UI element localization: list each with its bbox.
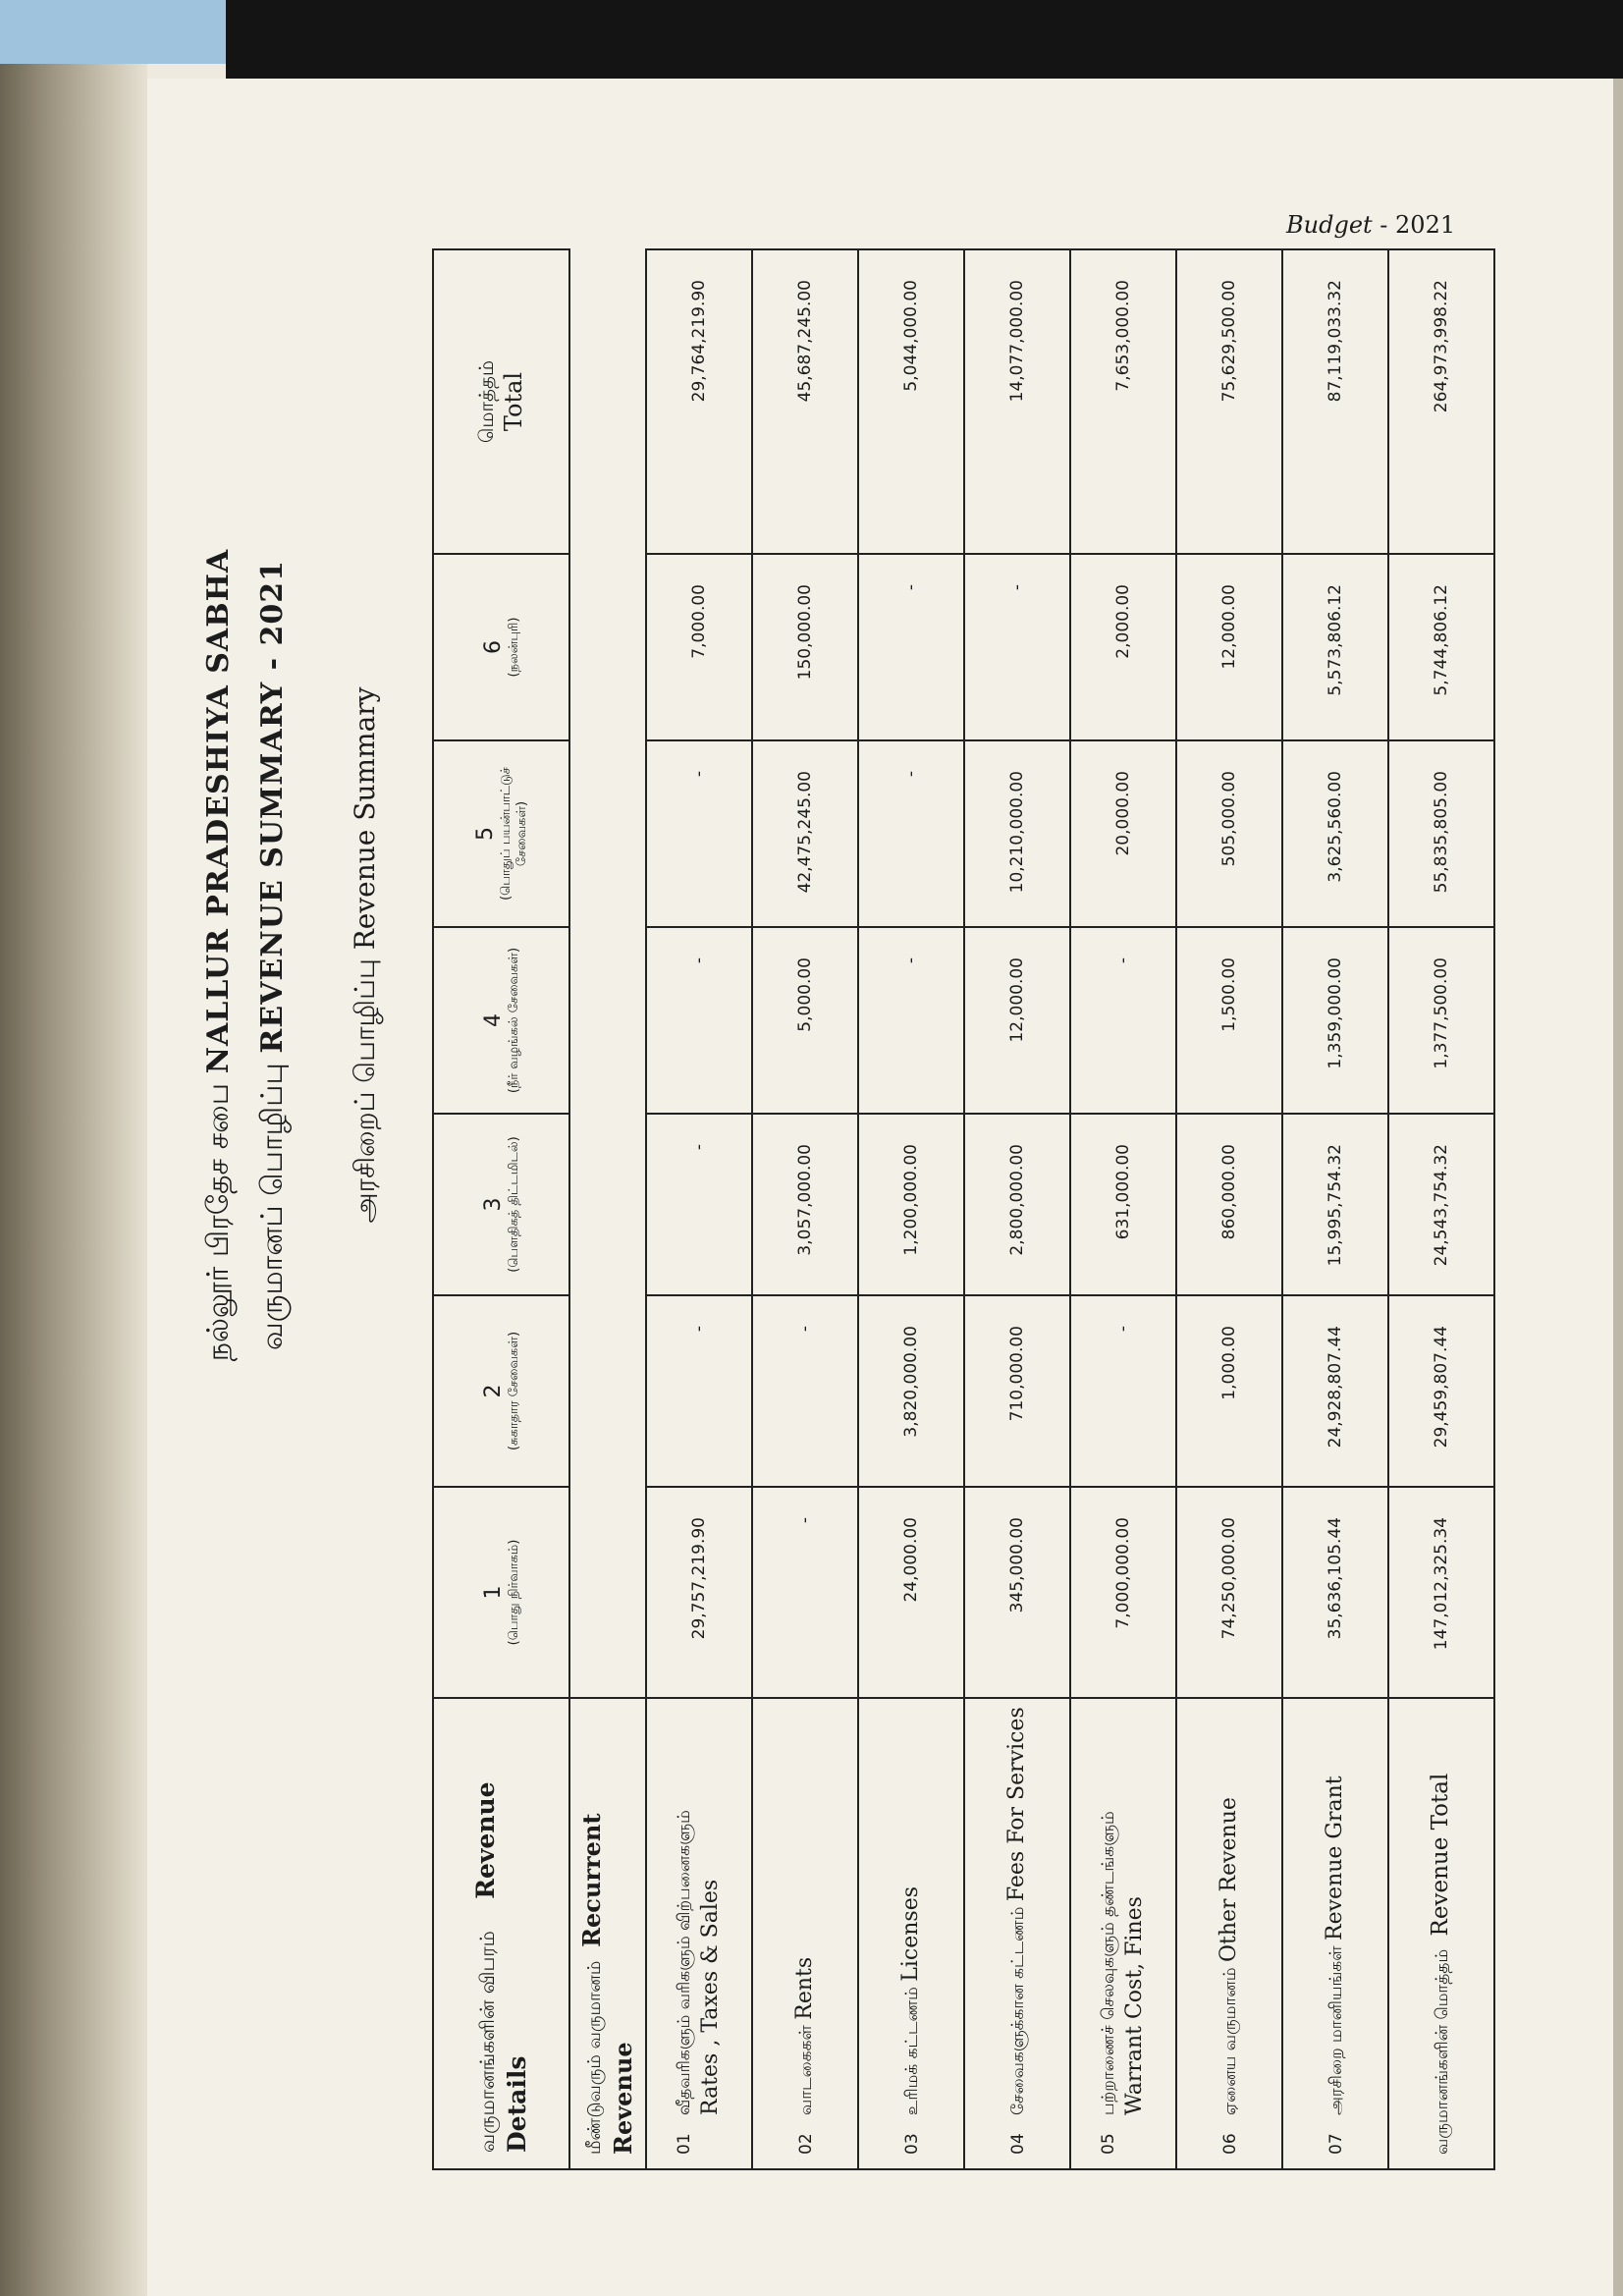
row-label-english: Warrant Cost, Fines xyxy=(1121,1896,1147,2115)
header-col-number: 3 xyxy=(480,1197,506,1212)
cell-value: - xyxy=(646,740,752,927)
header-col-number: 5 xyxy=(472,827,498,841)
table-row xyxy=(752,249,858,2169)
summary-title-english: REVENUE SUMMARY - 2021 xyxy=(255,560,290,1054)
table-title xyxy=(349,196,385,1714)
row-description xyxy=(1176,1698,1282,2169)
cell-value: 2,000.00 xyxy=(1070,554,1176,740)
cell-value: 1,200,000.00 xyxy=(858,1114,964,1295)
cell-value: - xyxy=(1070,927,1176,1114)
cell-total: 29,764,219.90 xyxy=(646,249,752,554)
revenue-summary-table xyxy=(432,248,1495,2170)
budget-year-label xyxy=(1286,211,1455,239)
budget-year: - 2021 xyxy=(1372,211,1456,239)
cell-value: 74,250,000.00 xyxy=(1176,1487,1282,1698)
cell-value: - xyxy=(646,927,752,1114)
scan-right-edge xyxy=(1613,79,1623,2296)
section-label-tamil: மீண்டுவரும் வருமானம் xyxy=(583,1960,605,2155)
header-col-label: (நீர் வழங்கல் சேவைகள்) xyxy=(507,947,522,1094)
row-label-tamil: பற்றாணைச் செலவுகளும் தண்டங்களும் xyxy=(1098,1811,1118,2115)
header-total xyxy=(433,249,569,554)
total-cell-value: 24,543,754.32 xyxy=(1388,1114,1494,1295)
cell-value: - xyxy=(858,927,964,1114)
cell-value: 1,359,000.00 xyxy=(1282,927,1388,1114)
row-code: 01 xyxy=(674,2133,694,2155)
header-col-1 xyxy=(433,1487,569,1698)
cell-value: 10,210,000.00 xyxy=(964,740,1070,927)
cell-value: - xyxy=(646,1295,752,1487)
header-col-number: 4 xyxy=(480,1013,506,1027)
cell-value: 1,000.00 xyxy=(1176,1295,1282,1487)
row-label-tamil: உரிமக் கட்டணம் xyxy=(902,1987,923,2115)
document-headings xyxy=(201,196,437,1714)
cell-value: 3,057,000.00 xyxy=(752,1114,858,1295)
header-col-label: (சுகாதார சேவைகள்) xyxy=(507,1331,522,1451)
cell-value: 15,995,754.32 xyxy=(1282,1114,1388,1295)
summary-title xyxy=(255,196,294,1714)
cell-value: 150,000.00 xyxy=(752,554,858,740)
organization-title-english: NALLUR PRADESHIYA SABHA xyxy=(201,548,236,1074)
scan-edge-dark xyxy=(226,0,1623,79)
row-label-tamil: வீதவரிகளும் வரிகளும் விற்பனைகளும் xyxy=(674,1810,694,2115)
cell-total: 87,119,033.32 xyxy=(1282,249,1388,554)
cell-value: 505,000.00 xyxy=(1176,740,1282,927)
row-label-english: Fees For Services xyxy=(1004,1707,1030,1902)
header-col-4 xyxy=(433,927,569,1114)
cell-total: 7,653,000.00 xyxy=(1070,249,1176,554)
section-label-english: Recurrent Revenue xyxy=(576,1813,637,2155)
cell-value: 20,000.00 xyxy=(1070,740,1176,927)
cell-value: 710,000.00 xyxy=(964,1295,1070,1487)
cell-value: 5,000.00 xyxy=(752,927,858,1114)
row-description xyxy=(646,1698,752,2169)
total-cell-value: 147,012,325.34 xyxy=(1388,1487,1494,1698)
header-col-number: 2 xyxy=(480,1384,506,1398)
scan-edge-blue xyxy=(0,0,226,64)
total-row-label-english: Revenue Total xyxy=(1428,1773,1454,1937)
row-label-english: Rates , Taxes & Sales xyxy=(697,1879,723,2115)
row-label-english: Licenses xyxy=(898,1886,924,1982)
summary-title-tamil: வருமானப் பொழிப்பு xyxy=(255,1063,290,1350)
header-details-tamil: வருமானங்களின் விபரம் xyxy=(475,1931,500,2153)
header-col-label: (பொதுப் பயன்பாட்டுச் சேவைகள்) xyxy=(499,767,530,901)
table-title-english: Revenue Summary xyxy=(349,686,381,951)
cell-total: 75,629,500.00 xyxy=(1176,249,1282,554)
header-revenue-details xyxy=(433,1698,569,2169)
table-row xyxy=(858,249,964,2169)
cell-value: - xyxy=(752,1487,858,1698)
table-title-tamil: அரசிறைப் பொழிப்பு xyxy=(349,958,381,1224)
grand-total-value: 264,973,998.22 xyxy=(1388,249,1494,554)
header-col-number: 1 xyxy=(480,1585,506,1600)
cell-value: 24,000.00 xyxy=(858,1487,964,1698)
cell-value: 12,000.00 xyxy=(1176,554,1282,740)
header-col-label: (நலன்புரி) xyxy=(507,617,522,678)
header-col-number: 6 xyxy=(480,640,506,654)
table-row xyxy=(646,249,752,2169)
row-description xyxy=(858,1698,964,2169)
cell-value: 860,000.00 xyxy=(1176,1114,1282,1295)
cell-value: 1,500.00 xyxy=(1176,927,1282,1114)
cell-value: - xyxy=(858,740,964,927)
cell-value: - xyxy=(858,554,964,740)
budget-word: Budget xyxy=(1286,211,1373,239)
table-row xyxy=(1282,249,1388,2169)
row-label-tamil: வாடகைகள் xyxy=(796,2025,817,2115)
cell-value: 3,625,560.00 xyxy=(1282,740,1388,927)
row-label-english: Revenue Grant xyxy=(1323,1776,1348,1941)
row-code: 02 xyxy=(796,2133,817,2155)
cell-total: 45,687,245.00 xyxy=(752,249,858,554)
header-details-english: Revenue Details xyxy=(471,1781,531,2153)
cell-value: 3,820,000.00 xyxy=(858,1295,964,1487)
cell-value: - xyxy=(646,1114,752,1295)
header-col-6 xyxy=(433,554,569,740)
cell-value: 345,000.00 xyxy=(964,1487,1070,1698)
cell-value: - xyxy=(964,554,1070,740)
row-description xyxy=(1282,1698,1388,2169)
organization-title xyxy=(201,196,240,1714)
row-code: 05 xyxy=(1098,2133,1118,2155)
cell-value: 24,928,807.44 xyxy=(1282,1295,1388,1487)
cell-value: 12,000.00 xyxy=(964,927,1070,1114)
row-code: 06 xyxy=(1220,2133,1241,2155)
cell-value: 2,800,000.00 xyxy=(964,1114,1070,1295)
cell-total: 5,044,000.00 xyxy=(858,249,964,554)
row-label-tamil: ஏனைய வருமானம் xyxy=(1220,1967,1241,2115)
cell-value: 35,636,105.44 xyxy=(1282,1487,1388,1698)
row-description xyxy=(964,1698,1070,2169)
table-row xyxy=(1176,249,1282,2169)
cell-value: - xyxy=(1070,1295,1176,1487)
table-header-row xyxy=(433,249,569,2169)
section-row-recurrent xyxy=(569,249,646,2169)
header-total-tamil: மொத்தம் xyxy=(474,359,498,444)
row-description xyxy=(1070,1698,1176,2169)
cell-total: 14,077,000.00 xyxy=(964,249,1070,554)
total-row-label-tamil: வருமானங்களின் மொத்தம் xyxy=(1433,1948,1453,2155)
table-row xyxy=(964,249,1070,2169)
header-col-label: (பௌதிகத் திட்டமிடல்) xyxy=(507,1136,522,1273)
cell-value: 631,000.00 xyxy=(1070,1114,1176,1295)
header-col-3 xyxy=(433,1114,569,1295)
row-code: 07 xyxy=(1326,2133,1347,2155)
cell-value: 7,000.00 xyxy=(646,554,752,740)
row-code: 03 xyxy=(902,2133,923,2155)
table-row xyxy=(1070,249,1176,2169)
row-code: 04 xyxy=(1008,2133,1029,2155)
cell-value: 7,000,000.00 xyxy=(1070,1487,1176,1698)
row-description xyxy=(752,1698,858,2169)
section-blank-cell xyxy=(569,249,646,1698)
revenue-summary-table-wrapper xyxy=(432,250,1488,2170)
organization-title-tamil: நல்லூர் பிரதேச சபை xyxy=(201,1082,236,1362)
header-col-label: (பொது நிர்வாகம்) xyxy=(507,1539,522,1646)
total-cell-value: 5,744,806.12 xyxy=(1388,554,1494,740)
section-label xyxy=(569,1698,646,2169)
header-col-2 xyxy=(433,1295,569,1487)
header-total-english: Total xyxy=(500,371,527,432)
cell-value: 5,573,806.12 xyxy=(1282,554,1388,740)
revenue-total-row xyxy=(1388,249,1494,2169)
total-cell-value: 55,835,805.00 xyxy=(1388,740,1494,927)
cell-value: - xyxy=(752,1295,858,1487)
header-col-5 xyxy=(433,740,569,927)
cell-value: 42,475,245.00 xyxy=(752,740,858,927)
row-label-tamil: அரசிறை மானியங்கள் xyxy=(1326,1945,1347,2115)
total-cell-value: 29,459,807.44 xyxy=(1388,1295,1494,1487)
row-label-english: Other Revenue xyxy=(1217,1797,1242,1963)
row-label-tamil: சேவைகளுக்கான கட்டணம் xyxy=(1008,1906,1029,2115)
cell-value: 29,757,219.90 xyxy=(646,1487,752,1698)
total-cell-value: 1,377,500.00 xyxy=(1388,927,1494,1114)
total-row-description xyxy=(1388,1698,1494,2169)
book-gutter-shadow xyxy=(0,64,147,2296)
row-label-english: Rents xyxy=(792,1956,818,2020)
